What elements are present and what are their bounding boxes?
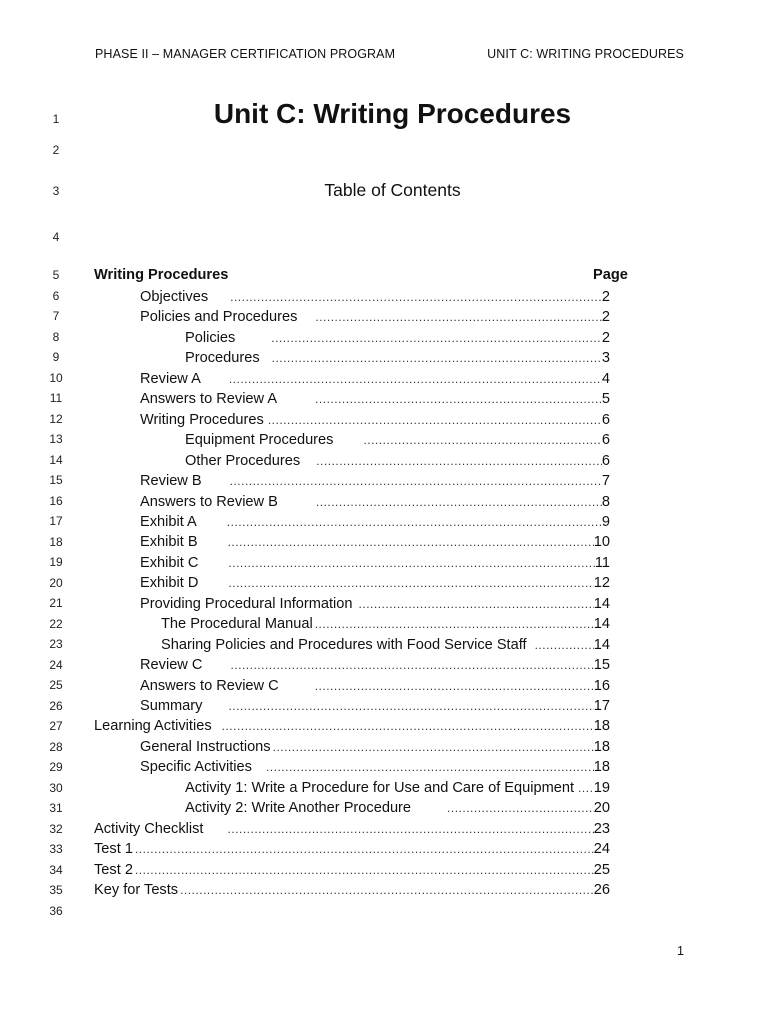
toc-entry[interactable] [140,595,610,613]
toc-dot-leader [228,697,593,715]
toc-entry[interactable] [185,452,610,470]
toc-entry-label: Exhibit B [140,534,198,551]
line-number: 12 [49,412,63,426]
toc-entry-label: Other Procedures [185,452,301,469]
toc-entry-label: Answers to Review A [140,391,278,408]
toc-entry[interactable] [140,738,610,756]
line-number: 22 [49,617,63,631]
toc-dot-leader [268,411,602,429]
toc-dot-leader [229,370,602,388]
document-title: Unit C: Writing Procedures [213,98,572,129]
toc-entry-label: Objectives [140,289,209,305]
toc-entry[interactable] [140,656,610,674]
toc-entry-page: 8 [601,493,610,510]
toc-entry-label: Review B [140,473,202,490]
toc-entry-label: Writing Procedures [140,411,264,428]
toc-entry-page: 19 [593,779,610,796]
running-header-left: PHASE II – MANAGER CERTIFICATION PROGRAM [95,47,396,61]
toc-entry[interactable] [140,308,610,326]
toc-dot-leader [578,779,594,797]
toc-entry[interactable] [140,472,610,490]
toc-dot-leader [363,431,601,449]
toc-dot-leader [535,636,594,654]
toc-entry-page: 14 [593,616,610,633]
toc-entry[interactable] [140,411,610,429]
toc-entry-label: Policies and Procedures [140,309,298,326]
toc-entry-page: 6 [601,411,610,428]
line-number: 20 [49,576,63,590]
toc-dot-leader [272,349,602,367]
toc-entry-page: 23 [593,820,610,837]
line-number: 31 [49,801,63,815]
toc-dot-leader [273,738,594,756]
toc-entry[interactable] [140,574,610,592]
toc-entry[interactable] [140,370,610,388]
toc-entry-page: 16 [593,677,610,694]
toc-entry[interactable] [140,554,610,572]
toc-entry-label: Providing Procedural Information [140,595,353,612]
toc-entry-label: Answers to Review C [140,677,279,694]
toc-entry-label: Activity Checklist [94,820,204,837]
toc-entry-page: 4 [601,370,610,387]
toc-entry[interactable] [185,349,610,367]
toc-dot-leader [228,533,594,551]
toc-page-heading: Page [593,267,628,283]
line-number: 10 [49,371,63,385]
toc-entry-page: 2 [601,309,610,326]
toc-entry-label: Specific Activities [140,759,252,776]
toc-entry-page: 6 [601,452,610,469]
toc-entry[interactable] [140,533,610,551]
toc-entry-page: 25 [593,861,610,878]
toc-entry-page: 10 [593,534,610,551]
toc-entry[interactable] [140,390,610,408]
line-number: 25 [49,678,63,692]
toc-dot-leader [271,329,602,347]
toc-section-heading: Writing Procedures [94,267,229,283]
toc-entry-label: Test 2 [94,861,133,878]
toc-entry-label: Exhibit A [140,513,197,530]
toc-entry-label: Activity 2: Write Another Procedure [185,800,412,817]
line-number: 16 [49,494,63,508]
page-number: 1 [677,944,684,958]
line-number: 17 [49,514,63,528]
toc-entry-page: 11 [594,554,610,571]
toc-entry-page: 6 [601,432,610,449]
toc-entry-page: 14 [593,636,610,653]
line-number: 23 [49,637,63,651]
toc-entry-label: General Instructions [140,738,271,755]
line-number: 3 [52,184,60,198]
toc-title: Table of Contents [324,180,461,200]
toc-dot-leader [228,574,593,592]
toc-dot-leader [135,861,594,879]
toc-entry-label: Activity 1: Write a Procedure for Use and Care of Equipment [185,779,575,796]
toc-entry-label: Learning Activities [94,718,212,735]
toc-dot-leader [315,677,594,695]
toc-entry[interactable] [94,881,610,899]
line-number: 32 [49,822,63,836]
toc-entry-page: 18 [593,759,610,776]
toc-entry-label: Key for Tests [94,882,179,899]
toc-entry-label: Sharing Policies and Procedures with Food Service Staff [161,636,527,653]
toc-entry-page: 2 [601,329,610,346]
toc-dot-leader [180,881,594,899]
toc-entry-page: 26 [593,882,610,899]
line-number: 19 [49,555,63,569]
toc-entry-page: 18 [593,718,610,735]
line-number: 7 [52,309,60,323]
line-number: 21 [49,596,63,610]
toc-entry-page: 7 [601,473,610,490]
toc-entry[interactable] [140,697,610,715]
toc-entry-page: 12 [593,575,610,592]
toc-entry[interactable] [185,779,610,797]
line-number: 14 [49,453,63,467]
line-number: 28 [49,740,63,754]
line-number: 9 [52,350,60,364]
toc-entry-label: Review C [140,657,203,674]
line-number: 29 [49,760,63,774]
toc-entry[interactable] [140,493,610,511]
toc-entry-label: Review A [140,370,201,387]
toc-entry[interactable] [185,329,610,347]
toc-dot-leader [266,758,594,776]
line-number: 33 [49,842,63,856]
toc-dot-leader [135,840,594,858]
line-number: 26 [49,699,63,713]
toc-entry[interactable] [140,677,610,695]
line-number: 5 [52,268,60,282]
toc-dot-leader [316,452,602,470]
toc-entry[interactable] [140,288,610,306]
line-number: 24 [49,658,63,672]
toc-entry-page: 2 [601,289,610,305]
line-number: 36 [49,904,63,918]
toc-entry-page: 3 [601,350,610,367]
toc-dot-leader [315,615,594,633]
toc-entry-label: Policies [185,329,236,346]
toc-entry-label: Test 1 [94,841,133,858]
toc-entry[interactable] [140,513,610,531]
toc-entry-page: 17 [593,698,610,714]
toc-entry-page: 15 [593,657,610,674]
toc-dot-leader [227,820,593,838]
toc-entry-label: The Procedural Manual [161,616,313,633]
toc-entry-page: 9 [601,513,610,530]
line-number: 1 [52,112,60,126]
toc-entry-page: 20 [593,800,610,817]
toc-dot-leader [228,554,594,572]
toc-entry[interactable] [161,615,610,633]
line-number: 8 [52,330,60,344]
line-number: 27 [49,719,63,733]
toc-entry[interactable] [94,840,610,858]
toc-entry-page: 24 [593,841,610,858]
toc-entry[interactable] [161,636,610,654]
toc-entry[interactable] [94,861,610,879]
toc-dot-leader [230,288,602,306]
toc-entry[interactable] [185,431,610,449]
running-header-right: UNIT C: WRITING PROCEDURES [487,47,684,61]
toc-dot-leader [447,799,594,817]
toc-entry-page: 18 [593,738,610,755]
toc-dot-leader [315,308,602,326]
toc-entry[interactable] [185,799,610,817]
line-number: 18 [49,535,63,549]
line-number: 34 [49,863,63,877]
line-number: 4 [52,230,60,244]
toc-entry[interactable] [94,717,610,735]
line-number: 15 [49,473,63,487]
toc-dot-leader [359,595,594,613]
line-number: 30 [49,781,63,795]
toc-dot-leader [230,472,602,490]
toc-dot-leader [227,513,602,531]
toc-entry-label: Procedures [185,350,260,367]
line-number: 6 [52,289,60,303]
toc-entry-label: Exhibit C [140,554,199,571]
line-number: 13 [49,432,63,446]
toc-dot-leader [222,717,594,735]
toc-entry-page: 5 [601,391,610,408]
toc-dot-leader [230,656,593,674]
toc-entry-label: Equipment Procedures [185,432,334,449]
toc-entry-page: 14 [593,595,610,612]
toc-entry-label: Answers to Review B [140,493,278,510]
toc-dot-leader [316,493,602,511]
line-number: 2 [52,143,60,157]
line-number: 11 [49,391,63,405]
toc-entry[interactable] [94,820,610,838]
toc-dot-leader [315,390,602,408]
toc-entry[interactable] [140,758,610,776]
toc-entry-label: Summary [140,698,203,714]
line-number: 35 [49,883,63,897]
toc-entry-label: Exhibit D [140,575,199,592]
